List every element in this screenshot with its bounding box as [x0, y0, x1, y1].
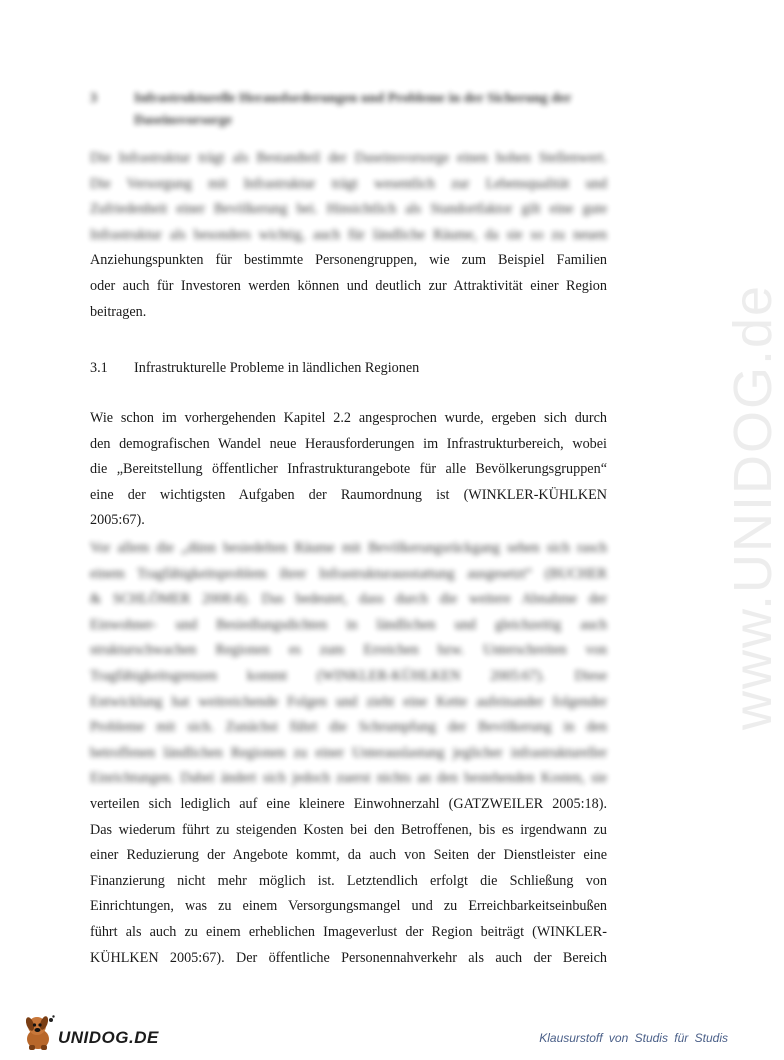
paragraph-1 — [90, 406, 607, 534]
text-line: KÜHLKEN 2005:67). Der öffentliche Personennahverkehr als auch der Bereich — [90, 949, 607, 966]
text-line: Vor allem die „dünn besiedelten Räume mit Bevölkerungsrückgang sehen sich rasch — [90, 540, 607, 556]
text-line: Entwicklung hat weitreichende Folgen und zieht eine Kette aufeinander folgender — [90, 693, 607, 710]
text-line: 2005:67). — [90, 512, 145, 529]
text-line: Einrichtungen. Dabei ändert sich jedoch zuerst nichts an den bestehenden Kosten, sie — [90, 770, 607, 787]
text-line: die „Bereitstellung öffentlicher Infrastrukturangebote für alle Bevölkerungsgruppen“ — [90, 461, 607, 478]
text-line: Probleme mit sich. Zunächst führt die Schrumpfung der Bevölkerung in den — [90, 719, 607, 736]
text-line: Infrastruktur als besonders wichtig, auch für ländliche Räume, da sie so zu neuen — [90, 226, 607, 243]
text-line: Die Infrastruktur trägt als Bestandteil der Daseinsvorsorge einen hohen Stellenwert. — [90, 150, 607, 166]
text-line: strukturschwachen Regionen es zum Erreichen bzw. Unterschreiten von — [90, 642, 607, 659]
dog-mascot-icon — [22, 1012, 56, 1052]
logo-text: UNIDOG.DE — [58, 1028, 159, 1047]
text-line: betroffenen ländlichen Regionen zu einer Unterauslastung jeglicher infrastruktureller — [90, 744, 607, 761]
subsection-heading — [90, 357, 419, 379]
text-line: Einwohner- und Besiedlungsdichten in ländlichen und gleichzeitig auch — [90, 616, 607, 633]
text-line: führt als auch zu einem erheblichen Imageverlust der Region beiträgt (WINKLER- — [90, 923, 607, 940]
text-line: Einrichtungen, was zu einem Versorgungsmangel und zu Erreichbarkeitseinbußen — [90, 898, 607, 915]
text-line: Zufriedenheit einer Bevölkerung bei. Hinsichtlich als Standortfaktor gilt eine gute — [90, 201, 607, 218]
subsection-title: Infrastrukturelle Probleme in ländlichen Regionen — [134, 360, 420, 376]
text-line: beitragen. — [90, 303, 147, 320]
text-line: Wie schon im vorhergehenden Kapitel 2.2 angesprochen wurde, ergeben sich durch — [90, 410, 607, 426]
text-line: eine der wichtigsten Aufgaben der Raumordnung ist (WINKLER-KÜHLKEN — [90, 486, 607, 503]
text-line: & SCHLÖMER 2008:4). Das bedeutet, dass durch die weitere Abnahme der — [90, 591, 607, 608]
section-heading — [90, 88, 610, 132]
footer-tagline: Klausurstoff von Studis für Studis — [539, 1031, 728, 1045]
intro-paragraph — [90, 146, 607, 325]
unidog-logo[interactable] — [22, 1012, 172, 1052]
text-line: Das wiederum führt zu steigenden Kosten bei den Betroffenen, bis es irgendwann zu — [90, 821, 607, 838]
intro-blurred-block — [90, 146, 607, 248]
subsection-number: 3.1 — [90, 360, 108, 376]
text-line: Tragfähigkeitsgrenzen kommt (WINKLER-KÜHLKEN 2005:67). Diese — [90, 667, 607, 684]
watermark — [660, 260, 783, 730]
text-line: Finanzierung nicht mehr möglich ist. Letztendlich erfolgt die Schließung von — [90, 872, 607, 889]
text-line: einem Tragfähigkeitsproblem ihrer Infrastrukturausstattung ausgesetzt“ (BUCHER — [90, 565, 607, 582]
section-number: 3 — [90, 91, 97, 106]
text-line: verteilen sich lediglich auf eine kleinere Einwohnerzahl (GATZWEILER 2005:18). — [90, 795, 607, 812]
text-line: Anziehungspunkten für bestimmte Personengruppen, wie zum Beispiel Familien — [90, 252, 607, 269]
text-line: Die Versorgung mit Infrastruktur trägt wesentlich zur Lebensqualität und — [90, 175, 607, 192]
text-line: den demografischen Wandel neue Herausforderungen im Infrastrukturbereich, wobei — [90, 435, 607, 452]
para2-blurred-block — [90, 536, 607, 792]
section-title: Infrastrukturelle Herausforderungen und Probleme in der Sicherung der Daseinsvorsorge — [134, 91, 572, 128]
text-line: oder auch für Investoren werden können und deutlich zur Attraktivität einer Region — [90, 277, 607, 294]
watermark-text: www.UNIDOG.de — [723, 283, 783, 730]
paragraph-2 — [90, 536, 607, 971]
text-line: einer Reduzierung der Angebote kommt, da auch von Seiten der Dienstleister eine — [90, 847, 607, 864]
